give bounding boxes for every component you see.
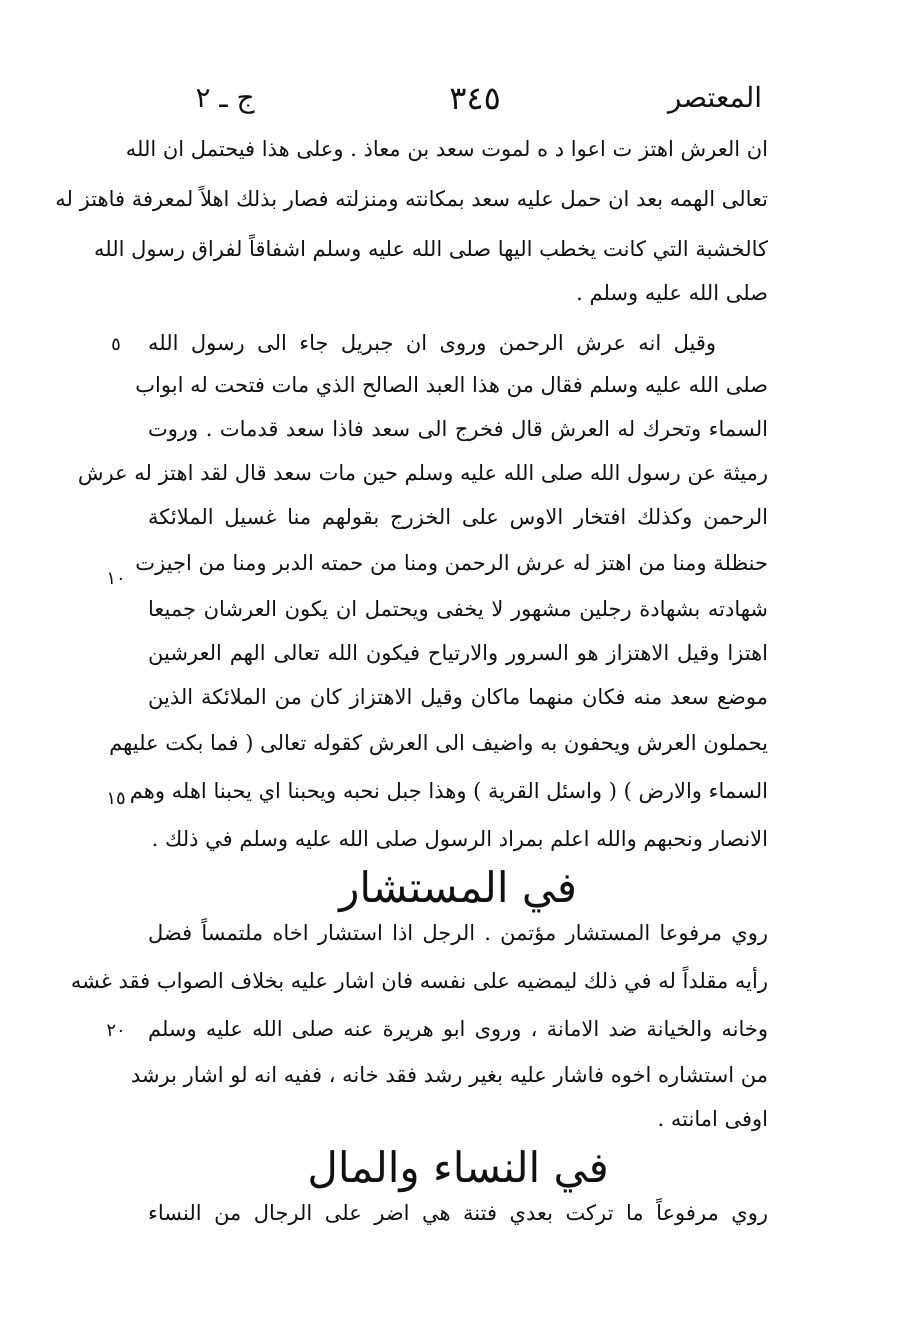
volume-label: ج ـ ٢ (195, 81, 255, 114)
text-line: تعالى الهمه بعد ان حمل عليه سعد بمكانته ومنزلته فصار بذلك اهلاً لمعرفة فاهتز له (55, 187, 768, 211)
margin-line-number: ٥ (111, 334, 121, 355)
text-line: يحملون العرش ويحفون به واضيف الى العرش كقوله تعالى ( فما بكت عليهم (109, 731, 768, 755)
section-heading-mustashar: في المستشار (339, 863, 577, 912)
text-line: اوفى امانته . (657, 1107, 768, 1131)
text-line: السماء والارض ) ( واسئل القرية ) وهذا جبل نحبه ويحبنا اي يحبنا اهله وهم (129, 779, 768, 803)
running-title: المعتصر (667, 81, 762, 114)
text-line: كالخشبة التي كانت يخطب اليها صلى الله عليه وسلم اشفاقاً لفراق رسول الله (94, 237, 768, 261)
text-line: الرحمن وكذلك افتخار الاوس على الخزرج بقولهم منا غسيل الملائكة (148, 505, 768, 529)
margin-line-number: ١٥ (106, 788, 126, 809)
text-line: صلى الله عليه وسلم فقال من هذا العبد الصالح الذي مات فتحت له ابواب (135, 373, 768, 397)
text-line: اهتزا وقيل الاهتزاز هو السرور والارتياح فيكون الله تعالى الهم العرشين (148, 641, 768, 665)
text-line: موضع سعد منه فكان منهما ماكان وقيل الاهتزاز كان من الملائكة الذين (148, 685, 768, 709)
text-line: روي مرفوعا المستشار مؤتمن . الرجل اذا استشار اخاه ملتمساً فضل (148, 921, 768, 945)
section-heading-nisa-mal: في النساء والمال (307, 1143, 609, 1192)
text-line: من استشاره اخوه فاشار عليه بغير رشد فقد خانه ، ففيه انه لو اشار برشد (130, 1063, 768, 1087)
margin-line-number: ٢٠ (106, 1020, 126, 1041)
text-line: روي مرفوعاً ما تركت بعدي فتنة هي اضر على الرجال من النساء (148, 1201, 768, 1225)
text-line: الانصار ونحبهم والله اعلم بمراد الرسول صلى الله عليه وسلم في ذلك . (151, 827, 768, 851)
text-line: وقيل انه عرش الرحمن وروى ان جبريل جاء الى رسول الله (148, 331, 716, 355)
text-line: حنظلة ومنا من اهتز له عرش الرحمن ومنا من حمته الدبر ومنا من اجيزت (135, 551, 768, 575)
text-line: رميثة عن رسول الله صلى الله عليه وسلم حين مات سعد قال لقد اهتز له عرش (77, 461, 768, 485)
text-line: ان العرش اهتز ت اعوا د ه لموت سعد بن معاذ . وعلى هذا فيحتمل ان الله (125, 137, 768, 161)
text-line: وخانه والخيانة ضد الامانة ، وروى ابو هريرة عنه صلى الله عليه وسلم (148, 1017, 768, 1041)
margin-line-number: ١٠ (106, 568, 126, 589)
page-number: ٣٤٥ (449, 79, 501, 117)
text-line: السماء وتحرك له العرش قال فخرج الى سعد فاذا سعد قدمات . وروت (148, 417, 768, 441)
text-line: رأيه مقلداً له في ذلك ليمضيه على نفسه فان اشار عليه بخلاف الصواب فقد غشه (70, 969, 768, 993)
text-line: شهادته بشهادة رجلين مشهور لا يخفى ويحتمل ان يكون العرشان جميعا (148, 597, 768, 621)
running-header (0, 78, 898, 118)
text-line: صلى الله عليه وسلم . (576, 281, 768, 305)
